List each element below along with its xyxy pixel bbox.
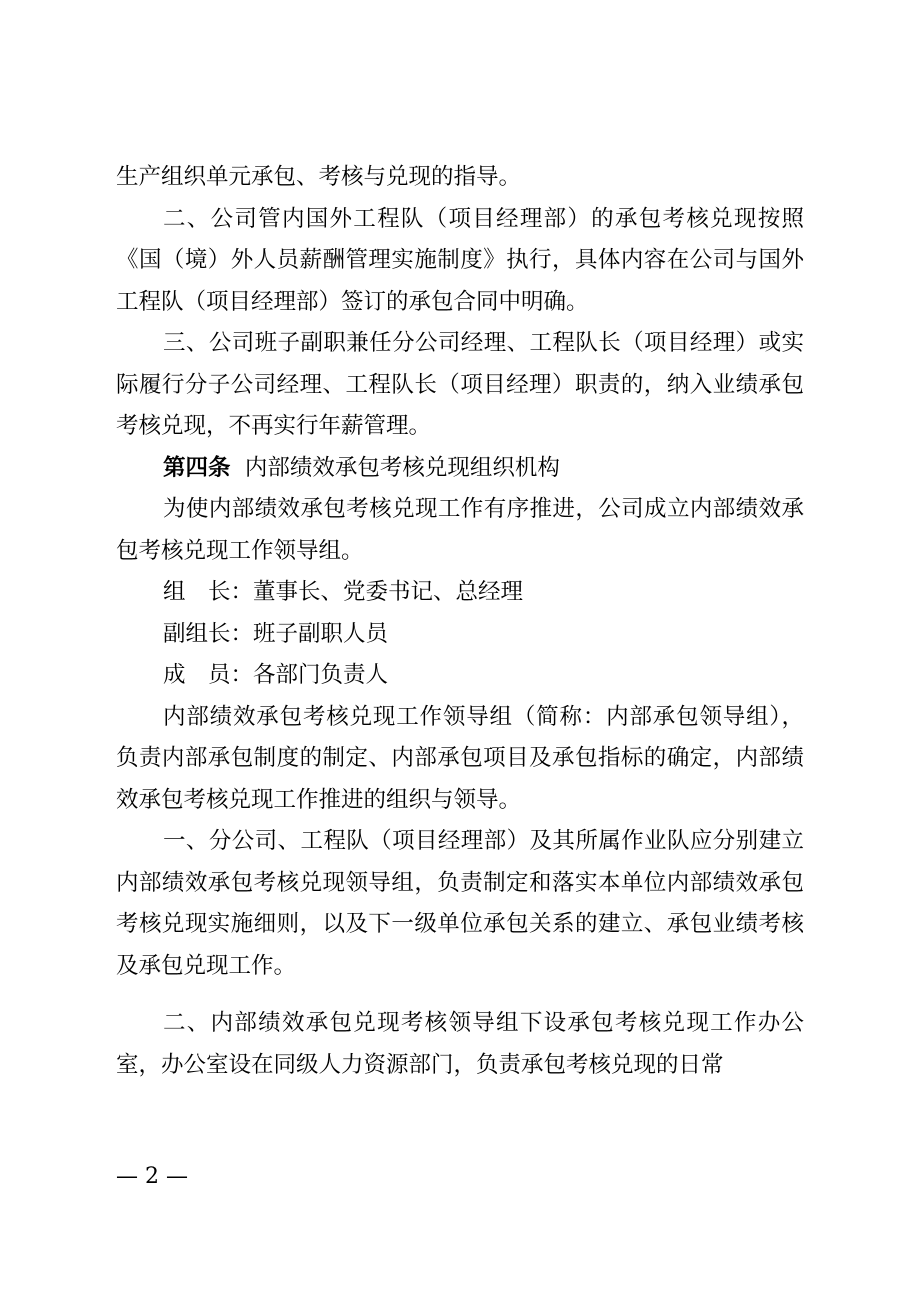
role-value: 董事长、党委书记、总经理: [253, 579, 524, 605]
role-label: 成 员：: [163, 662, 254, 688]
paragraph-overseas-teams: 二、公司管内国外工程队（项目经理部）的承包考核兑现按照《国（境）外人员薪酬管理实施制度》执行，具体内容在公司与国外工程队（项目经理部）签订的承包合同中明确。: [116, 205, 804, 315]
paragraph-continuation: 生产组织单元承包、考核与兑现的指导。: [116, 164, 522, 190]
role-label: 组 长：: [163, 579, 254, 605]
paragraph-leading-group: 内部绩效承包考核兑现工作领导组（简称：内部承包领导组），负责内部承包制度的制定、内部承包项目及承包指标的确定，内部绩效承包考核兑现工作推进的组织与领导。: [116, 703, 804, 813]
page-number: — 2 —: [116, 1164, 188, 1189]
paragraph-branch-groups: 一、分公司、工程队（项目经理部）及其所属作业队应分别建立内部绩效承包考核兑现领导组，负责制定和落实本单位内部绩效承包考核兑现实施细则，以及下一级单位承包关系的建立、承包业绩考核及承包兑现工作。: [116, 828, 804, 979]
paragraph-deputy-leaders: 三、公司班子副职兼任分公司经理、工程队长（项目经理）或实际履行分子公司经理、工程队长（项目经理）职责的，纳入业绩承包考核兑现，不再实行年薪管理。: [116, 330, 804, 439]
role-value: 班子副职人员: [253, 620, 389, 647]
article-number: 第四条: [163, 454, 231, 481]
role-members: [116, 655, 804, 697]
role-deputy: [116, 614, 804, 656]
role-label: 副组长：: [163, 620, 254, 647]
article-heading: [116, 448, 804, 490]
role-value: 各部门负责人: [253, 662, 389, 688]
paragraph-intro: 为使内部绩效承包考核兑现工作有序推进，公司成立内部绩效承包考核兑现工作领导组。: [116, 496, 804, 564]
paragraph-office: 二、内部绩效承包兑现考核领导组下设承包考核兑现工作办公室，办公室设在同级人力资源部门，负责承包考核兑现的日常: [116, 1010, 804, 1078]
paragraph-gap: [116, 987, 804, 1003]
role-leader: [116, 572, 804, 614]
article-title: 内部绩效承包考核兑现组织机构: [244, 454, 560, 481]
document-body: [116, 157, 804, 1086]
